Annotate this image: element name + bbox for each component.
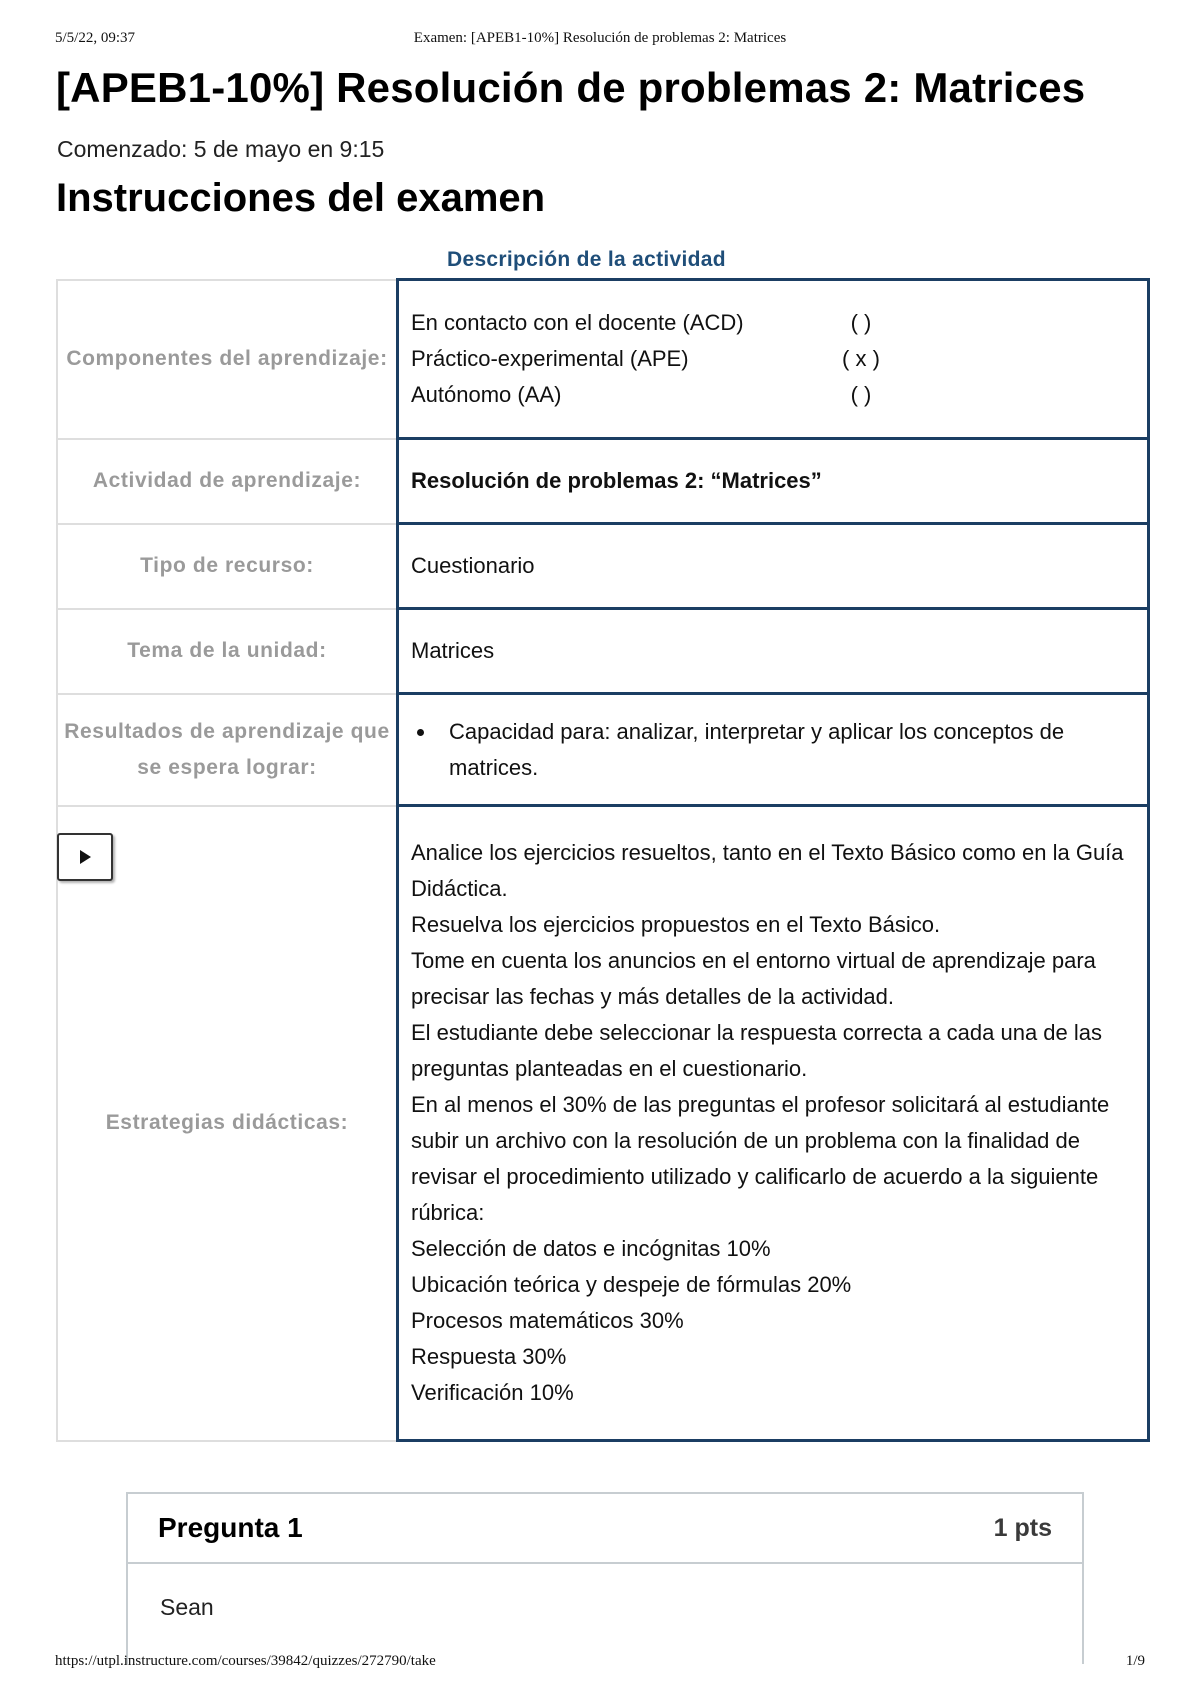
topic-label: Tema de la unidad: — [57, 609, 398, 694]
activity-description-table — [56, 278, 1150, 1442]
results-value — [398, 694, 1149, 806]
table-row — [57, 439, 1149, 524]
strategy-line: Ubicación teórica y despeje de fórmulas 20% — [411, 1272, 852, 1297]
table-caption: Descripción de la actividad — [447, 248, 726, 271]
print-header — [55, 30, 1145, 52]
print-date: 5/5/22, 09:37 — [55, 30, 136, 46]
component-name: En contacto con el docente (ACD) — [411, 310, 744, 335]
results-label: Resultados de aprendizaje que se espera lograr: — [57, 694, 398, 806]
play-icon — [80, 850, 91, 864]
instructions-heading: Instrucciones del examen — [56, 176, 546, 220]
strategy-line: Verificación 10% — [411, 1380, 574, 1405]
results-list — [411, 714, 1135, 786]
strategies-label: Estrategias didácticas: — [105, 1111, 349, 1134]
table-row — [57, 806, 1149, 1441]
activity-label: Actividad de aprendizaje: — [57, 439, 398, 524]
strategies-label-cell — [57, 806, 398, 1441]
strategy-line: Analice los ejercicios resueltos, tanto en el Texto Básico como en la Guía Didáctica. — [411, 840, 1124, 901]
components-value — [398, 280, 1149, 439]
resource-label: Tipo de recurso: — [57, 524, 398, 609]
started-timestamp: Comenzado: 5 de mayo en 9:15 — [57, 136, 385, 162]
strategy-line: Resuelva los ejercicios propuestos en el Texto Básico. — [411, 912, 941, 937]
print-url: https://utpl.instructure.com/courses/39842/quizzes/272790/take — [55, 1653, 436, 1669]
component-mark: ( ) — [850, 310, 872, 335]
table-row — [57, 694, 1149, 806]
question-card — [126, 1492, 1084, 1664]
component-name: Autónomo (AA) — [411, 382, 562, 407]
topic-value: Matrices — [398, 609, 1149, 694]
strategy-line: En al menos el 30% de las preguntas el profesor solicitará al estudiante subir un archivo con la resolución de un problema con la finalidad de revisar el procedimiento utilizado y calificarlo de acuerdo a la siguiente rúbrica: — [411, 1092, 1110, 1225]
component-line — [411, 377, 1135, 413]
list-item: • Capacidad para: analizar, interpretar y aplicar los conceptos de matrices. — [437, 714, 1135, 786]
table-row — [57, 524, 1149, 609]
print-footer — [55, 1653, 1145, 1675]
print-document-title: Examen: [APEB1-10%] Resolución de problemas 2: Matrices — [413, 30, 787, 46]
strategy-line: Selección de datos e incógnitas 10% — [411, 1236, 771, 1261]
strategies-value — [398, 806, 1149, 1441]
strategy-line: El estudiante debe seleccionar la respuesta correcta a cada una de las preguntas planteadas en el cuestionario. — [411, 1020, 1102, 1081]
component-mark: ( x ) — [842, 346, 880, 371]
components-label: Componentes del aprendizaje: — [57, 280, 398, 439]
strategy-line: Procesos matemáticos 30% — [411, 1308, 684, 1333]
question-title: Pregunta 1 — [158, 1512, 303, 1543]
strategy-line: Tome en cuenta los anuncios en el entorno virtual de aprendizaje para precisar las fechas y más detalles de la actividad. — [411, 948, 1096, 1009]
component-name: Práctico-experimental (APE) — [411, 346, 689, 371]
table-row — [57, 609, 1149, 694]
component-line — [411, 305, 1135, 341]
question-header — [128, 1494, 1082, 1564]
component-mark: ( ) — [850, 382, 872, 407]
component-line — [411, 341, 1135, 377]
table-row — [57, 280, 1149, 439]
page-title: [APEB1-10%] Resolución de problemas 2: Matrices — [56, 64, 1086, 111]
play-button[interactable] — [57, 833, 113, 881]
question-body: Sean — [160, 1594, 214, 1620]
strategy-line: Respuesta 30% — [411, 1344, 567, 1369]
activity-value: Resolución de problemas 2: “Matrices” — [398, 439, 1149, 524]
print-page-number: 1/9 — [1125, 1653, 1145, 1669]
question-points: 1 pts — [993, 1513, 1052, 1542]
resource-value: Cuestionario — [398, 524, 1149, 609]
